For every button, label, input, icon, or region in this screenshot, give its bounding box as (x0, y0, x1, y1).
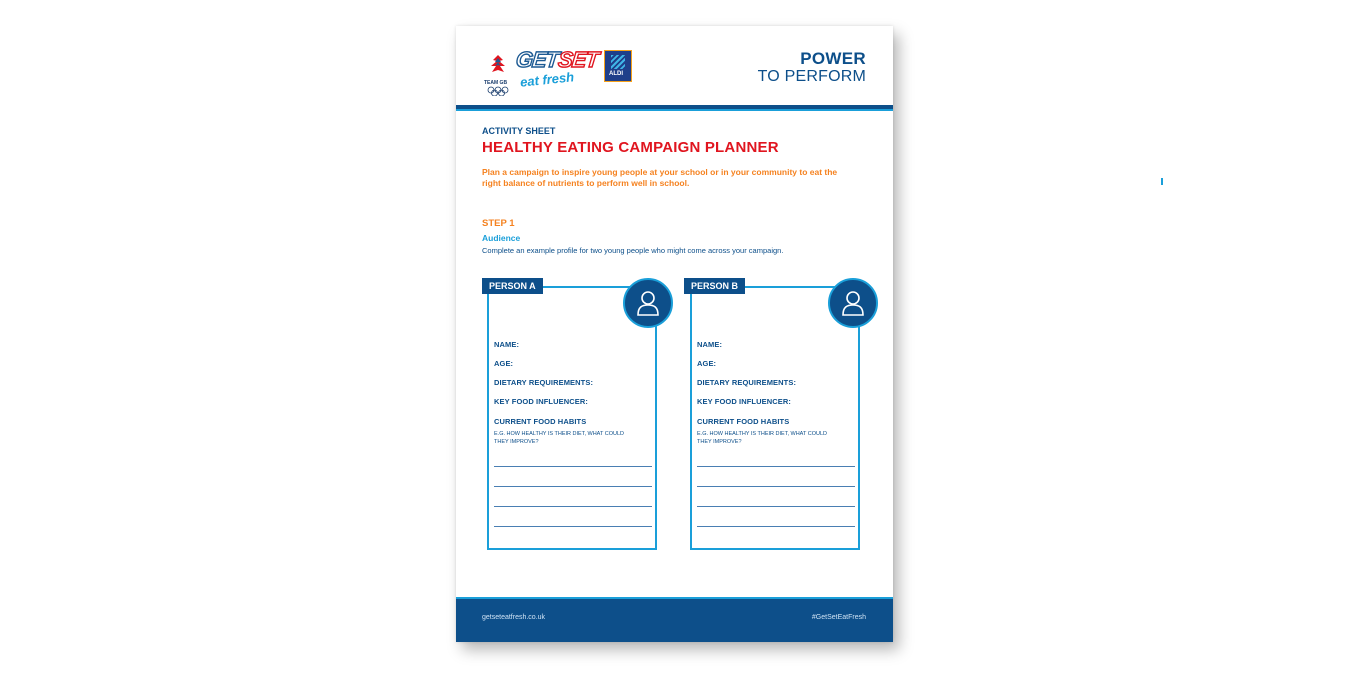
person-a-habits-hint: E.G. HOW HEALTHY IS THEIR DIET, WHAT COULD THEY IMPROVE? (494, 431, 624, 445)
stray-mark (1161, 178, 1163, 185)
person-a-influencer-field[interactable]: KEY FOOD INFLUENCER: (494, 397, 588, 406)
person-b-habits-hint: E.G. HOW HEALTHY IS THEIR DIET, WHAT COULD THEY IMPROVE? (697, 431, 827, 445)
person-b-avatar (828, 278, 878, 328)
sheet-description: Plan a campaign to inspire young people at your school or in your community to eat the right balance of nutrients to perform well in school. (482, 167, 838, 188)
person-b-age-field[interactable]: AGE: (697, 359, 717, 368)
olympic-rings-icon (486, 86, 510, 96)
aldi-label: ALDI (609, 71, 623, 77)
person-b-write-line[interactable] (697, 466, 855, 467)
getset-set: SET (556, 47, 600, 72)
getset-sub: eat fresh (519, 69, 575, 90)
person-a-write-line[interactable] (494, 466, 652, 467)
person-a-age-field[interactable]: AGE: (494, 359, 514, 368)
sheet-title: HEALTHY EATING CAMPAIGN PLANNER (482, 139, 779, 156)
activity-sheet (456, 26, 893, 642)
sheet-kicker: ACTIVITY SHEET (482, 126, 556, 136)
step-subtitle: Audience (482, 233, 521, 243)
step-instructions: Complete an example profile for two young people who might come across your campaign. (482, 246, 784, 255)
person-a-write-line[interactable] (494, 526, 652, 527)
footer-hashtag: #GetSetEatFresh (811, 614, 866, 621)
person-a-write-line[interactable] (494, 506, 652, 507)
person-b-name-field[interactable]: NAME: (697, 340, 723, 349)
person-a-avatar (623, 278, 673, 328)
logo-group (486, 46, 646, 94)
slogan-line-1: POWER (800, 49, 866, 68)
person-a-tag: PERSON A (482, 278, 543, 294)
aldi-stripes-icon (611, 55, 625, 69)
team-gb-label: TEAM GB (484, 80, 508, 86)
getset-get: GET (514, 47, 560, 72)
header-rule-accent (456, 109, 893, 111)
slogan (758, 50, 866, 86)
person-a-habits-field[interactable]: CURRENT FOOD HABITS (494, 417, 587, 426)
sheet-footer (456, 599, 893, 642)
step-label: STEP 1 (482, 218, 515, 229)
person-a-dietary-field[interactable]: DIETARY REQUIREMENTS: (494, 378, 594, 387)
aldi-logo (604, 50, 632, 82)
person-b-write-line[interactable] (697, 506, 855, 507)
person-b-influencer-field[interactable]: KEY FOOD INFLUENCER: (697, 397, 791, 406)
person-b-write-line[interactable] (697, 526, 855, 527)
user-icon (841, 290, 865, 316)
slogan-line-2: TO PERFORM (757, 68, 866, 85)
user-icon (636, 290, 660, 316)
person-b-dietary-field[interactable]: DIETARY REQUIREMENTS: (697, 378, 797, 387)
team-gb-logo (486, 54, 510, 94)
getset-eatfresh-logo (516, 49, 598, 89)
person-b-habits-field[interactable]: CURRENT FOOD HABITS (697, 417, 790, 426)
person-a-name-field[interactable]: NAME: (494, 340, 520, 349)
footer-url[interactable]: getseteatfresh.co.uk (482, 614, 546, 621)
person-b-tag: PERSON B (684, 278, 745, 294)
person-b-write-line[interactable] (697, 486, 855, 487)
person-a-write-line[interactable] (494, 486, 652, 487)
